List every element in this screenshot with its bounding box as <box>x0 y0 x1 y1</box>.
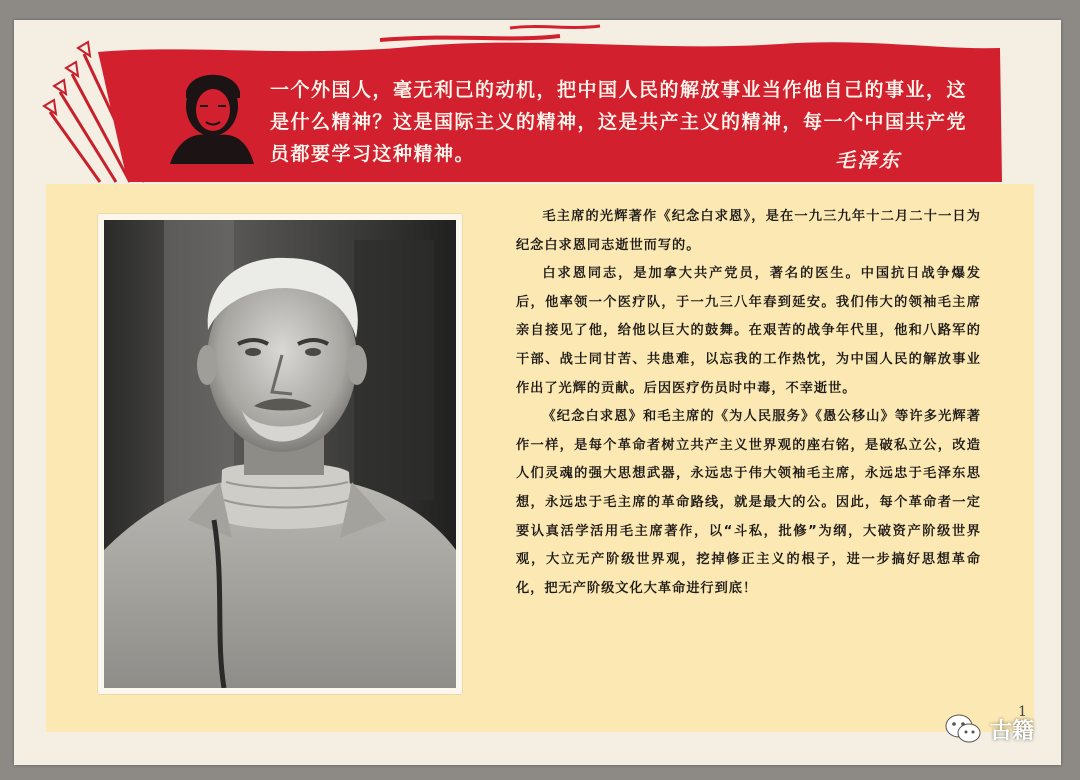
signature: 毛泽东 <box>835 148 901 172</box>
portrait-photo <box>104 220 456 688</box>
article-paragraph: 毛主席的光辉著作《纪念白求恩》，是在一九三九年十二月二十一日为纪念白求恩同志逝世而写的。 <box>516 209 981 253</box>
article-body <box>516 203 981 603</box>
watermark-label: 古籍 <box>990 718 1035 744</box>
wechat-icon <box>944 713 982 745</box>
page-number: 1 <box>1018 704 1027 720</box>
photo-frame <box>98 214 462 694</box>
article-paragraph: 白求恩同志，是加拿大共产党员，著名的医生。中国抗日战争爆发后，他率领一个医疗队，于一九三八年春到延安。我们伟大的领袖毛主席亲自接见了他，给他以巨大的鼓舞。在艰苦的战争年代里，他和八路军的干部、战士同甘苦、共患难，以忘我的工作热忱，为中国人民的解放事业作出了光辉的贡献。后因医疗伤员时中毒，不幸逝世。 <box>516 266 981 396</box>
article-paragraph: 《纪念白求恩》和毛主席的《为人民服务》《愚公移山》等许多光辉著作一样，是每个革命者树立共产主义世界观的座右铭，是破私立公，改造人们灵魂的强大思想武器，永远忠于伟大领袖毛主席，永远忠于毛泽东思想，永远忠于毛主席的革命路线，就是最大的公。因此，每个革命者一定要认真活学活用毛主席著作，以“斗私，批修”为纲，大破资产阶级世界观，大立无产阶级世界观，挖掉修正主义的根子，进一步搞好思想革命化，把无产阶级文化大革命进行到底！ <box>516 409 981 596</box>
watermark <box>944 712 1034 746</box>
quotation-text: 一个外国人，毫无利己的动机，把中国人民的解放事业当作他自己的事业，这是什么精神？这是国际主义的精神，这是共产主义的精神，每一个中国共产党员都要学习这种精神。 <box>270 79 968 165</box>
